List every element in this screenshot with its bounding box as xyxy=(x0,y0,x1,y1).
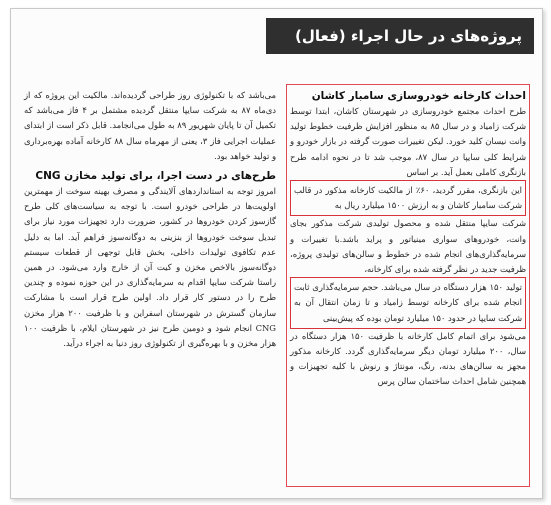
section-banner xyxy=(266,18,534,54)
right-column-paragraph-2: شرکت سایپا منتقل شده و محصول تولیدی شرکت مذکور بجای وانت، خودروهای سواری مینیاتور و پراید باشد.با تغییرات و سرمایه‌گذاری‌های انجام شده در خطوط و سالن‌های تولیدی پروژه، ظرفیت جدید در نظر گرفته شده برای کارخانه، xyxy=(290,218,526,275)
highlighted-passage-2: تولید ۱۵۰ هزار دستگاه در سال می‌باشد. حجم سرمایه‌گذاری ثابت انجام شده برای کارخانه توسط زامیاد و تا زمان انتقال آن به شرکت سایپا در حدود ۱۵۰ میلیارد تومان بوده که پیش‌بینی xyxy=(290,277,526,329)
right-column-paragraph-3: می‌شود برای اتمام کامل کارخانه با ظرفیت ۱۵۰ هزار دستگاه در سال، ۲۰۰ میلیارد تومان دیگر سرمایه‌گذاری گردد. کارخانه مذکور مجهز به سالن‌های بدنه، رنگ، مونتاژ و رنوش با کلیه تجهیزات و همچنین شامل احداث ساختمان سالن پرس xyxy=(290,330,526,387)
left-column-paragraph-2: امروز توجه به استانداردهای آلایندگی و مصرف بهینه سوخت از مهمترین اولویت‌ها در طراحی خودرو است. با توجه به سیاست‌های کلی طرح گازسوز کردن خودروها در کشور، ضرورت دارد تجهیزات مورد نیاز برای تبدیل سوخت خودروها از بنزینی به دوگانه‌سوز فراهم آید. اما به دلیل عدم تکافوی تولیدات داخلی، بخش قابل توجهی از قطعات سیستم دوگانه‌سوز بالاخص مخزن و کیت آن از خارج وارد می‌شود. در همین راستا شرکت سایپا اقدام به سرمایه‌گذاری در این حوزه نموده و چندین طرح را در دستور کار قرار داد. اولین طرح قرار است با مشارکت سازمان گسترش در شهرستان اسفراین و با ظرفیت ۲۰۰ هزار مخزن CNG انجام شود و دومین طرح نیز در شهرستان ایلام، با ظرفیت ۱۰۰ هزار مخزن و با بهره‌گیری از تکنولوژی روز دنیا به اجراء درآید. xyxy=(24,186,276,349)
right-column-paragraph-1: طرح احداث مجتمع خودروسازی در شهرستان کاشان، ابتدا توسط شرکت زامیاد و در سال ۸۵ به منظور افزایش ظرفیت خطوط تولید وانت نیسان کلید خورد. لیکن تغییرات صورت گرفته در بازار خودرو و شرایط کلی سایپا در سال ۸۷، موجب شد تا در نحوه ادامه طرح بازنگری کاملی بعمل آید. بر اساس xyxy=(290,106,526,177)
left-column xyxy=(24,88,276,483)
right-column-heading: احداث کارخانه خودروسازی سامبار کاشان xyxy=(311,90,526,102)
left-column-heading: طرح‌های در دست اجرا، برای تولید مخازن CNG xyxy=(35,170,276,183)
highlighted-passage-1: این بازنگری، مقرر گردید، ۶۰٪ از مالکیت کارخانه مذکور در قالب شرکت سامبار کاشان و به ارزش ۱۵۰۰ میلیارد ریال به xyxy=(290,180,526,216)
right-column xyxy=(290,88,526,483)
left-column-paragraph-1: می‌باشد که با تکنولوژی روز طراحی گردیده‌اند. مالکیت این پروژه که از دی‌ماه ۸۷ به شرکت سایپا منتقل گردیده مشتمل بر ۴ فاز می‌باشد که تکمیل آن تا پایان شهریور ۸۹ به طول می‌انجامد. قابل ذکر است از ابتدای عملیات اجرایی فاز ۳، یعنی از مهرماه سال ۸۸ کارخانه آماده بهره‌برداری و تولید خواهد بود. xyxy=(24,90,277,161)
banner-title: پروژه‌های در حال اجراء (فعال) xyxy=(295,27,522,45)
